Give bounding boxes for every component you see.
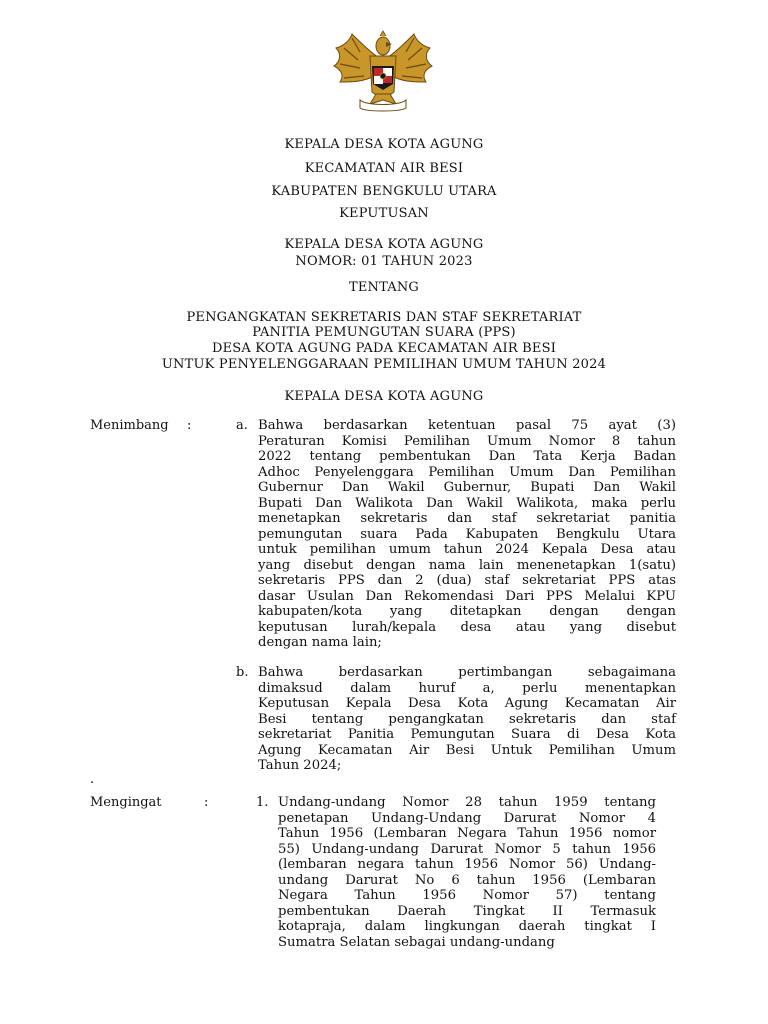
paragraph-line: Besi tentang pengangkatan sekretaris dan staf <box>258 711 676 727</box>
paragraph-line: penetapan Undang-Undang Darurat Nomor 4 <box>278 810 656 826</box>
paragraph-line: Sumatra Selatan sebagai undang-undang <box>278 934 555 950</box>
menimbang-item-b-text <box>258 665 676 774</box>
header-line-2: KECAMATAN AIR BESI <box>304 161 464 176</box>
paragraph-line: dasar Usulan Dan Rekomendasi Dari PPS Melalui KPU <box>258 588 676 604</box>
menimbang-item-a-text <box>258 418 676 651</box>
paragraph-line: untuk pemilihan umum tahun 2024 Kepala Desa atau <box>258 542 676 557</box>
subject-line-1: PENGANGKATAN SEKRETARIS DAN STAF SEKRETARIAT <box>186 310 582 325</box>
garuda-pancasila-emblem-icon <box>330 30 436 112</box>
subject-line-3: DESA KOTA AGUNG PADA KECAMATAN AIR BESI <box>211 341 557 356</box>
paragraph-line: kotapraja, dalam lingkungan daerah tingkat I <box>278 919 656 934</box>
stray-dot: . <box>90 772 95 787</box>
paragraph-line: Peraturan Komisi Pemilihan Umum Nomor 8 tahun <box>258 433 676 449</box>
menimbang-label: Menimbang <box>90 418 169 433</box>
paragraph-line: dengan nama lain; <box>258 635 382 650</box>
menimbang-item-a-marker: a. <box>236 418 248 433</box>
paragraph-line: sekretaris PPS dan 2 (dua) staf sekretariat PPS atas <box>258 573 676 588</box>
header-line-7: TENTANG <box>348 280 420 295</box>
header-line-5: KEPALA DESA KOTA AGUNG <box>284 237 484 252</box>
mengingat-item-1-text <box>278 795 656 950</box>
paragraph-line: undang Darurat No 6 tahun 1956 (Lembaran <box>278 872 656 888</box>
paragraph-line: 55) Undang-undang Darurat Nomor 5 tahun 1956 <box>278 841 656 857</box>
paragraph-line: pemungutan suara Pada Kabupaten Bengkulu Utara <box>258 526 676 542</box>
paragraph-line: Tahun 2024; <box>258 758 342 773</box>
paragraph-line: yang disebut dengan nama lain menenetapkan 1(satu) <box>258 557 676 573</box>
paragraph-line: Tahun 1956 (Lembaran Negara Tahun 1956 nomor <box>278 826 656 841</box>
paragraph-line: menetapkan sekretaris dan staf sekretariat panitia <box>258 511 676 526</box>
header-line-3: KABUPATEN BENGKULU UTARA <box>271 184 497 199</box>
mengingat-label: Mengingat <box>90 795 162 810</box>
paragraph-line: Negara Tahun 1956 Nomor 57) tentang <box>278 888 656 903</box>
subject-line-4: UNTUK PENYELENGGARAAN PEMILIHAN UMUM TAHUN 2024 <box>161 357 607 372</box>
paragraph-line: (lembaran negara tahun 1956 Nomor 56) Undang- <box>278 857 656 872</box>
paragraph-line: 2022 tentang pembentukan Dan Tata Kerja Badan <box>258 449 676 464</box>
paragraph-line: dimaksud dalam huruf a, perlu menentapkan <box>258 680 676 696</box>
paragraph-line: sekretariat Panitia Pemungutan Suara di Desa Kota <box>258 727 676 742</box>
subject-line-2: PANITIA PEMUNGUTAN SUARA (PPS) <box>252 325 516 340</box>
paragraph-line: kabupaten/kota yang ditetapkan dengan dengan <box>258 604 676 619</box>
paragraph-line: Bupati Dan Walikota Dan Wakil Walikota, maka perlu <box>258 495 676 511</box>
menimbang-colon: : <box>187 418 192 433</box>
paragraph-line: Adhoc Penyelenggara Pemilihan Umum Dan Pemilihan <box>258 464 676 480</box>
mengingat-colon: : <box>204 795 209 810</box>
header-line-1: KEPALA DESA KOTA AGUNG <box>284 137 484 152</box>
header-line-4: KEPUTUSAN <box>339 206 429 221</box>
header-line-6: NOMOR: 01 TAHUN 2023 <box>295 254 473 269</box>
paragraph-line: Gubernur Dan Wakil Gubernur, Bupati Dan Wakil <box>258 480 676 495</box>
header-line-8: KEPALA DESA KOTA AGUNG <box>284 389 484 404</box>
menimbang-item-b-marker: b. <box>236 665 249 680</box>
paragraph-line: pembentukan Daerah Tingkat II Termasuk <box>278 903 656 919</box>
mengingat-item-1-marker: 1. <box>256 795 269 810</box>
paragraph-line: Bahwa berdasarkan pertimbangan sebagaimana <box>258 665 676 680</box>
paragraph-line: keputusan lurah/kepala desa atau yang disebut <box>258 619 676 635</box>
paragraph-line: Keputusan Kepala Desa Kota Agung Kecamatan Air <box>258 696 676 711</box>
paragraph-line: Agung Kecamatan Air Besi Untuk Pemilihan Umum <box>258 742 676 758</box>
paragraph-line: Bahwa berdasarkan ketentuan pasal 75 ayat (3) <box>258 418 676 433</box>
paragraph-line: Undang-undang Nomor 28 tahun 1959 tentang <box>278 795 656 810</box>
